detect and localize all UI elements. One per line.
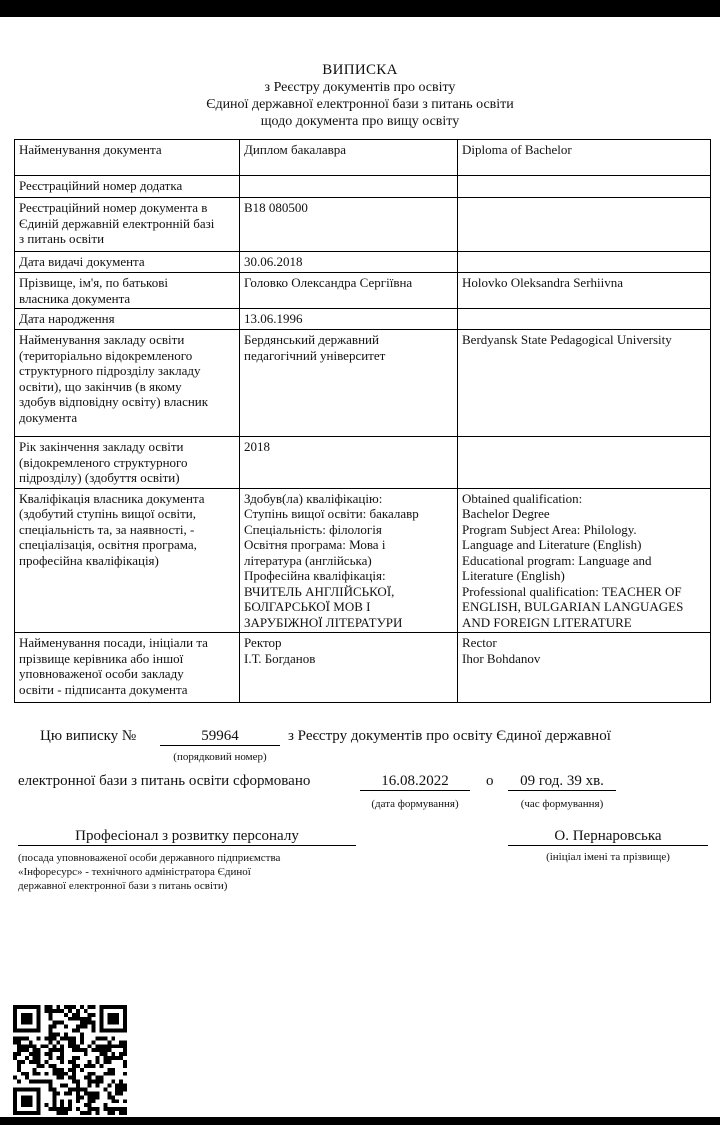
cell-text-line: здобув відповідну освіту) власник	[19, 394, 209, 409]
row-value-english	[458, 273, 711, 309]
cell-text-line: Obtained qualification:	[462, 490, 583, 506]
cell-text-line: література (англійська)	[244, 552, 372, 568]
cell-text-line: Professional qualification: TEACHER OF	[462, 583, 682, 599]
extract-date: 16.08.2022	[360, 773, 470, 791]
cell-text-line: Ступінь вищої освіти: бакалавр	[244, 506, 419, 521]
document-subtitle-1: з Реєстру документів про освіту	[264, 80, 456, 95]
row-value-english	[458, 252, 711, 273]
qr-code-icon	[13, 1005, 127, 1115]
bottom-black-bar	[0, 1117, 720, 1125]
document-details-table	[14, 139, 711, 703]
cell-text-line: Language and Literature (English)	[462, 537, 642, 552]
cell-text-line: Дата видачі документа	[19, 254, 145, 269]
cell-text-line: професійна кваліфікація)	[19, 552, 159, 568]
row-value-ukrainian	[240, 309, 458, 330]
cell-text-line: Literature (English)	[462, 568, 565, 583]
position-caption-line: (посада уповноваженої особи державного підприємства	[18, 852, 281, 864]
cell-text-line: Ihor Bohdanov	[462, 650, 541, 666]
cell-text-line: Дата народження	[19, 311, 115, 326]
cell-text-line: І.Т. Богданов	[244, 650, 316, 666]
cell-text-line: ЗАРУБІЖНОЇ ЛІТЕРАТУРИ	[244, 614, 403, 630]
cell-text-line: освіти), що закінчив (в якому	[19, 378, 182, 394]
signer-position: Професіонал з розвитку персоналу	[18, 828, 356, 846]
extract-time: 09 год. 39 хв.	[508, 773, 616, 791]
cell-text-line: Головко Олександра Сергіївна	[244, 275, 413, 290]
row-label	[15, 633, 240, 703]
cell-text-line: ВЧИТЕЛЬ АНГЛІЙСЬКОЇ,	[244, 583, 395, 599]
document-heading	[0, 62, 720, 130]
cell-text-line: Rector	[462, 635, 497, 650]
row-value-english	[458, 330, 711, 437]
table-row	[15, 488, 711, 633]
cell-text-line: Прізвище, ім'я, по батькові	[19, 275, 168, 290]
table-row	[15, 633, 711, 703]
cell-text-line: Найменування посади, ініціали та	[19, 635, 208, 650]
cell-text-line: AND FOREIGN LITERATURE	[462, 614, 632, 630]
row-value-ukrainian	[240, 140, 458, 176]
cell-text-line: уповноваженої особи закладу	[19, 666, 184, 681]
cell-text-line: Найменування закладу освіти	[19, 332, 185, 347]
extract-number-caption: (порядковий номер)	[173, 751, 267, 763]
cell-text-line: В18 080500	[244, 200, 308, 215]
cell-text-line: педагогічний університет	[244, 347, 386, 363]
cell-text-line: спеціалізація, освітня програма,	[19, 537, 197, 552]
cell-text-line: документа	[19, 409, 78, 425]
extract-suffix: з Реєстру документів про освіту Єдиної державної	[288, 728, 611, 744]
cell-text-line: власника документа	[19, 290, 131, 306]
extract-prefix: Цю виписку №	[40, 728, 137, 744]
cell-text-line: (територіально відокремленого	[19, 347, 193, 363]
cell-text-line: Освітня програма: Мова і	[244, 537, 386, 552]
cell-text-line: Program Subject Area: Philology.	[462, 521, 637, 537]
row-value-english	[458, 437, 711, 489]
position-caption-line: державної електронної бази з питань освіти)	[18, 880, 228, 892]
row-value-ukrainian	[240, 330, 458, 437]
extract-date-caption: (дата формування)	[371, 798, 459, 810]
row-value-ukrainian	[240, 198, 458, 252]
cell-text-line: Бердянський державний	[244, 332, 379, 347]
cell-text-line: Реєстраційний номер додатка	[19, 178, 183, 193]
cell-text-line: Спеціальність: філологія	[244, 521, 382, 537]
cell-text-line: Кваліфікація власника документа	[19, 490, 205, 506]
cell-text-line: Здобув(ла) кваліфікацію:	[244, 490, 383, 506]
cell-text-line: 13.06.1996	[244, 311, 303, 326]
cell-text-line: Найменування документа	[19, 142, 162, 157]
cell-text-line: Ректор	[244, 635, 282, 650]
row-label	[15, 252, 240, 273]
row-value-ukrainian	[240, 273, 458, 309]
table-row	[15, 198, 711, 252]
extract-time-caption: (час формування)	[520, 798, 604, 810]
table-row	[15, 273, 711, 309]
row-label	[15, 140, 240, 176]
row-label	[15, 488, 240, 633]
row-value-ukrainian	[240, 437, 458, 489]
cell-text-line: освіти - підписанта документа	[19, 681, 188, 697]
extract-number: 59964	[160, 728, 280, 746]
cell-text-line: структурного підрозділу закладу	[19, 363, 201, 378]
row-label	[15, 176, 240, 198]
table-row	[15, 309, 711, 330]
cell-text-line: Holovko Oleksandra Serhiivna	[462, 275, 624, 290]
document-subtitle-2: Єдиної державної електронної бази з питань освіти	[206, 97, 514, 112]
cell-text-line: (здобутий ступінь вищої освіти,	[19, 506, 196, 521]
row-value-english	[458, 198, 711, 252]
cell-text-line: Реєстраційний номер документа в	[19, 200, 208, 215]
table-row	[15, 330, 711, 437]
cell-text-line: ENGLISH, BULGARIAN LANGUAGES	[462, 599, 684, 614]
row-value-ukrainian	[240, 633, 458, 703]
cell-text-line: Educational program: Language and	[462, 552, 652, 568]
row-label	[15, 437, 240, 489]
row-value-ukrainian	[240, 176, 458, 198]
signer-name-caption: (ініціал імені та прізвище)	[546, 851, 670, 863]
top-black-bar	[0, 0, 720, 17]
cell-text-line: з питань освіти	[19, 231, 105, 246]
cell-text-line: прізвище керівника або іншої	[19, 650, 184, 666]
signer-position-caption	[18, 851, 280, 893]
row-value-english	[458, 309, 711, 330]
cell-text-line: Диплом бакалавра	[244, 142, 347, 157]
row-value-english	[458, 176, 711, 198]
cell-text-line: Єдиній державній електронній базі	[19, 215, 215, 231]
cell-text-line: Diploma of Bachelor	[462, 142, 572, 157]
row-value-ukrainian	[240, 488, 458, 633]
document-subtitle-3: щодо документа про вищу освіту	[260, 114, 460, 129]
signer-name: О. Пернаровська	[508, 828, 708, 846]
table-row	[15, 140, 711, 176]
cell-text-line: Bachelor Degree	[462, 506, 550, 521]
cell-text-line: Berdyansk State Pedagogical University	[462, 332, 672, 347]
extract-line2: електронної бази з питань освіти сформовано	[18, 773, 311, 789]
row-label	[15, 273, 240, 309]
position-caption-line: «Інфоресурс» - технічного адміністратора Єдиної	[18, 866, 251, 878]
row-label	[15, 198, 240, 252]
cell-text-line: 2018	[244, 439, 270, 454]
row-value-english	[458, 488, 711, 633]
table-row	[15, 437, 711, 489]
table-row	[15, 252, 711, 273]
row-value-ukrainian	[240, 252, 458, 273]
extract-at: о	[486, 773, 494, 789]
cell-text-line: Професійна кваліфікація:	[244, 568, 386, 583]
cell-text-line: 30.06.2018	[244, 254, 303, 269]
cell-text-line: підрозділу) (здобуття освіти)	[19, 470, 180, 485]
row-value-english	[458, 140, 711, 176]
cell-text-line: спеціальність та, за наявності, -	[19, 521, 195, 537]
row-value-english	[458, 633, 711, 703]
document-title: ВИПИСКА	[322, 62, 398, 78]
table-row	[15, 176, 711, 198]
cell-text-line: (відокремленого структурного	[19, 454, 188, 470]
row-label	[15, 309, 240, 330]
cell-text-line: Рік закінчення закладу освіти	[19, 439, 184, 454]
cell-text-line: БОЛГАРСЬКОЇ МОВ І	[244, 599, 371, 614]
row-label	[15, 330, 240, 437]
